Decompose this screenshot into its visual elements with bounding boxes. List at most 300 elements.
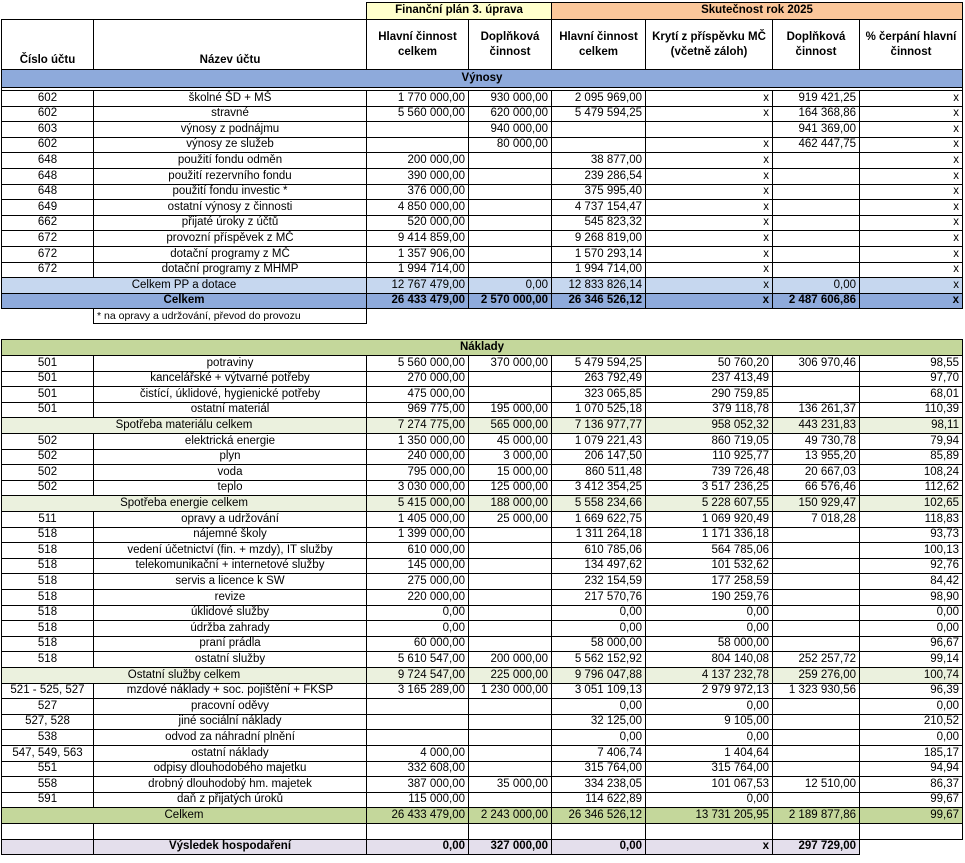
account-number: 551	[1, 761, 94, 778]
account-number: 662	[1, 215, 94, 232]
actual-main-cell: 5 558 234,66	[551, 495, 646, 512]
actual-main-cell: 3 412 354,25	[551, 480, 646, 497]
actual-main-cell: 232 154,59	[551, 573, 646, 590]
percent-cell: 98,90	[859, 589, 963, 606]
plan-additional-cell	[468, 792, 552, 809]
revenue-total-label: Celkem	[1, 293, 367, 310]
actual-coverage-cell: 0,00	[645, 605, 773, 622]
actual-additional-cell: 0,00	[772, 277, 860, 294]
account-number: 501	[1, 386, 94, 403]
actual-coverage-cell: 110 925,77	[645, 449, 773, 466]
account-name-header: Název účtu	[93, 19, 367, 70]
actual-main-cell: 334 238,05	[551, 776, 646, 793]
plan-main-cell: 270 000,00	[366, 371, 469, 388]
actual-additional-cell	[772, 152, 860, 169]
account-name: telekomunikační + internetové služby	[93, 558, 367, 575]
account-name: výnosy ze služeb	[93, 137, 367, 154]
actual-main-cell: 5 479 594,25	[551, 106, 646, 123]
empty-cell	[859, 823, 963, 840]
percent-cell: 102,65	[859, 495, 963, 512]
plan-main-cell: 5 560 000,00	[366, 355, 469, 372]
actual-additional-cell: 66 576,46	[772, 480, 860, 497]
plan-main-cell: 5 610 547,00	[366, 651, 469, 668]
actual-coverage-cell: 379 118,78	[645, 402, 773, 419]
percent-cell: 94,94	[859, 761, 963, 778]
account-number: 518	[1, 527, 94, 544]
percent-cell: 0,00	[859, 698, 963, 715]
costs-section-title: Náklady	[1, 339, 963, 356]
empty-cell	[468, 823, 552, 840]
percent-cell: x	[859, 168, 963, 185]
actual-coverage-cell: 0,00	[645, 620, 773, 637]
actual-main-cell: 9 268 819,00	[551, 230, 646, 247]
actual-additional-cell	[772, 573, 860, 590]
account-number: 518	[1, 636, 94, 653]
actual-additional-cell: 462 447,75	[772, 137, 860, 154]
plan-main-cell: 1 405 000,00	[366, 511, 469, 528]
plan-main-cell: 795 000,00	[366, 464, 469, 481]
actual-additional-cell: 1 323 930,56	[772, 683, 860, 700]
actual-coverage-cell: 0,00	[645, 698, 773, 715]
revenue-subtotal-label: Celkem PP a dotace	[1, 277, 367, 294]
costs-subtotal-label: Ostatní služby celkem	[1, 667, 367, 684]
actual-additional-cell: 919 421,25	[772, 90, 860, 107]
plan-main-cell	[366, 137, 469, 154]
plan-additional-cell: 565 000,00	[468, 417, 552, 434]
percent-cell: x	[859, 90, 963, 107]
actual-main-cell: 12 833 826,14	[551, 277, 646, 294]
actual-main-cell: 32 125,00	[551, 714, 646, 731]
percent-cell: 0,00	[859, 729, 963, 746]
actual-additional-cell	[772, 589, 860, 606]
actual-coverage-cell: x	[645, 168, 773, 185]
actual-main-cell: 1 311 264,18	[551, 527, 646, 544]
percent-cell: 98,55	[859, 355, 963, 372]
account-name: daň z přijatých úroků	[93, 792, 367, 809]
account-number: 518	[1, 542, 94, 559]
actual-coverage-cell: 101 067,53	[645, 776, 773, 793]
plan-main-cell: 220 000,00	[366, 589, 469, 606]
plan-additional-cell: 0,00	[468, 277, 552, 294]
actual-coverage-cell: x	[645, 184, 773, 201]
actual-additional-cell	[772, 714, 860, 731]
actual-additional-cell: 2 487 606,86	[772, 293, 860, 310]
plan-main-cell: 1 994 714,00	[366, 262, 469, 279]
actual-main-cell: 1 070 525,18	[551, 402, 646, 419]
revenue-section-title: Výnosy	[1, 69, 963, 88]
account-number: 527	[1, 698, 94, 715]
actual-main-cell: 0,00	[551, 698, 646, 715]
actual-coverage-cell: 177 258,59	[645, 573, 773, 590]
actual-additional-cell	[772, 761, 860, 778]
plan-main-cell: 610 000,00	[366, 542, 469, 559]
account-name: revize	[93, 589, 367, 606]
account-name: použití rezervního fondu	[93, 168, 367, 185]
account-name: úklidové služby	[93, 605, 367, 622]
actual-additional-cell	[772, 246, 860, 263]
plan-main-cell: 275 000,00	[366, 573, 469, 590]
plan-additional-cell	[468, 558, 552, 575]
account-name: plyn	[93, 449, 367, 466]
plan-additional-cell	[468, 589, 552, 606]
percent-cell: 99,67	[859, 807, 963, 824]
account-name: odvod za náhradní plnění	[93, 729, 367, 746]
actual-main-cell: 26 346 526,12	[551, 293, 646, 310]
plan-main-cell: 12 767 479,00	[366, 277, 469, 294]
percent-cell: 93,73	[859, 527, 963, 544]
account-number: 518	[1, 620, 94, 637]
plan-main-cell: 332 608,00	[366, 761, 469, 778]
account-name: drobný dlouhodobý hm. majetek	[93, 776, 367, 793]
actual-main-cell: 58 000,00	[551, 636, 646, 653]
plan-additional-cell	[468, 215, 552, 232]
plan-main-cell: 0,00	[366, 839, 469, 856]
account-number: 603	[1, 121, 94, 138]
account-name: údržba zahrady	[93, 620, 367, 637]
plan-additional-cell: 225 000,00	[468, 667, 552, 684]
plan-main-header: Hlavní činnost celkem	[366, 19, 469, 70]
account-number: 602	[1, 137, 94, 154]
account-number: 648	[1, 168, 94, 185]
percent-header: % čerpání hlavní činnost	[859, 19, 963, 70]
plan-main-cell: 4 000,00	[366, 745, 469, 762]
account-number: 602	[1, 90, 94, 107]
account-name: použití fondu odměn	[93, 152, 367, 169]
account-name: kancelářské + výtvarné potřeby	[93, 371, 367, 388]
percent-cell: x	[859, 199, 963, 216]
actual-additional-cell	[772, 386, 860, 403]
actual-main-cell: 3 051 109,13	[551, 683, 646, 700]
actual-coverage-cell: x	[645, 262, 773, 279]
actual-coverage-cell: x	[645, 293, 773, 310]
account-number: 502	[1, 480, 94, 497]
actual-additional-cell	[772, 184, 860, 201]
plan-main-cell: 3 030 000,00	[366, 480, 469, 497]
account-number: 518	[1, 558, 94, 575]
actual-coverage-cell: 739 726,48	[645, 464, 773, 481]
percent-cell: x	[859, 293, 963, 310]
plan-main-cell: 475 000,00	[366, 386, 469, 403]
account-number: 511	[1, 511, 94, 528]
actual-coverage-cell	[645, 121, 773, 138]
account-number: 518	[1, 651, 94, 668]
plan-additional-cell	[468, 573, 552, 590]
plan-additional-cell	[468, 714, 552, 731]
empty-cell	[645, 823, 773, 840]
percent-cell: 99,67	[859, 792, 963, 809]
account-name: ostatní materiál	[93, 402, 367, 419]
actual-additional-cell: 7 018,28	[772, 511, 860, 528]
actual-additional-cell: 306 970,46	[772, 355, 860, 372]
actual-additional-cell: 49 730,78	[772, 433, 860, 450]
account-name: elektrická energie	[93, 433, 367, 450]
actual-coverage-cell: 0,00	[645, 729, 773, 746]
plan-additional-cell	[468, 246, 552, 263]
actual-main-cell: 860 511,48	[551, 464, 646, 481]
account-name: odpisy dlouhodobého majetku	[93, 761, 367, 778]
percent-cell: 79,94	[859, 433, 963, 450]
actual-coverage-cell: 290 759,85	[645, 386, 773, 403]
percent-cell: 98,11	[859, 417, 963, 434]
actual-main-cell: 4 737 154,47	[551, 199, 646, 216]
account-name: praní prádla	[93, 636, 367, 653]
actual-additional-cell	[772, 698, 860, 715]
actual-main-cell: 5 562 152,92	[551, 651, 646, 668]
actual-coverage-cell: 4 137 232,78	[645, 667, 773, 684]
plan-additional-cell: 80 000,00	[468, 137, 552, 154]
plan-main-cell: 26 433 479,00	[366, 807, 469, 824]
actual-coverage-cell: 804 140,08	[645, 651, 773, 668]
plan-main-cell: 1 399 000,00	[366, 527, 469, 544]
actual-coverage-cell: 50 760,20	[645, 355, 773, 372]
account-name: pracovní oděvy	[93, 698, 367, 715]
actual-coverage-cell: 190 259,76	[645, 589, 773, 606]
actual-main-cell: 7 136 977,77	[551, 417, 646, 434]
plan-additional-cell: 15 000,00	[468, 464, 552, 481]
actual-main-cell: 5 479 594,25	[551, 355, 646, 372]
account-name: opravy a udržování	[93, 511, 367, 528]
plan-additional-cell: 195 000,00	[468, 402, 552, 419]
actual-additional-cell	[772, 527, 860, 544]
plan-additional-cell	[468, 636, 552, 653]
plan-main-cell	[366, 698, 469, 715]
plan-additional-cell: 370 000,00	[468, 355, 552, 372]
plan-additional-cell	[468, 745, 552, 762]
empty-cell	[93, 823, 367, 840]
actual-main-cell: 545 823,32	[551, 215, 646, 232]
plan-main-cell	[366, 714, 469, 731]
actual-additional-cell	[772, 262, 860, 279]
actual-coverage-cell: 1 069 920,49	[645, 511, 773, 528]
actual-coverage-cell: 1 171 336,18	[645, 527, 773, 544]
actual-coverage-cell: x	[645, 152, 773, 169]
actual-main-cell: 9 796 047,88	[551, 667, 646, 684]
actual-main-cell: 206 147,50	[551, 449, 646, 466]
plan-main-cell: 5 415 000,00	[366, 495, 469, 512]
account-number: 547, 549, 563	[1, 745, 94, 762]
actual-additional-cell: 150 929,47	[772, 495, 860, 512]
result-account-cell	[1, 839, 94, 856]
actual-additional-cell	[772, 168, 860, 185]
account-number: 518	[1, 589, 94, 606]
plan-additional-cell: 2 570 000,00	[468, 293, 552, 310]
actual-additional-cell	[772, 729, 860, 746]
actual-coverage-cell: 860 719,05	[645, 433, 773, 450]
actual-coverage-cell: x	[645, 839, 773, 856]
percent-cell: x	[859, 184, 963, 201]
percent-cell: 68,01	[859, 386, 963, 403]
costs-total-label: Celkem	[1, 807, 367, 824]
actual-additional-cell	[772, 745, 860, 762]
plan-additional-cell	[468, 152, 552, 169]
percent-cell: 85,89	[859, 449, 963, 466]
account-number: 672	[1, 230, 94, 247]
actual-additional-cell	[772, 605, 860, 622]
account-name: školné ŠD + MŠ	[93, 90, 367, 107]
revenue-footnote: * na opravy a udržování, převod do provozu	[93, 308, 367, 324]
actual-main-cell: 315 764,00	[551, 761, 646, 778]
actual-main-cell: 1 669 622,75	[551, 511, 646, 528]
account-name: voda	[93, 464, 367, 481]
account-number: 672	[1, 246, 94, 263]
actual-main-cell: 0,00	[551, 729, 646, 746]
plan-additional-cell	[468, 729, 552, 746]
actual-coverage-cell: 315 764,00	[645, 761, 773, 778]
plan-additional-cell	[468, 386, 552, 403]
plan-main-cell: 200 000,00	[366, 152, 469, 169]
costs-subtotal-label: Spotřeba materiálu celkem	[1, 417, 367, 434]
actual-main-cell	[551, 121, 646, 138]
plan-additional-cell: 1 230 000,00	[468, 683, 552, 700]
actual-coverage-cell: 2 979 972,13	[645, 683, 773, 700]
plan-additional-cell: 3 000,00	[468, 449, 552, 466]
costs-subtotal-label: Spotřeba energie celkem	[1, 495, 367, 512]
actual-additional-cell	[772, 199, 860, 216]
account-name: výnosy z podnájmu	[93, 121, 367, 138]
empty-cell	[772, 823, 860, 840]
account-number: 648	[1, 184, 94, 201]
account-number: 501	[1, 371, 94, 388]
actual-coverage-cell: x	[645, 246, 773, 263]
plan-additional-header: Doplňková činnost	[468, 19, 552, 70]
plan-additional-cell	[468, 168, 552, 185]
account-number: 501	[1, 355, 94, 372]
account-name: jiné sociální náklady	[93, 714, 367, 731]
actual-coverage-cell: x	[645, 137, 773, 154]
empty-cell	[366, 823, 469, 840]
account-name: stravné	[93, 106, 367, 123]
account-name: ostatní služby	[93, 651, 367, 668]
actual-additional-cell	[772, 558, 860, 575]
actual-main-header: Hlavní činnost celkem	[551, 19, 646, 70]
actual-main-cell: 26 346 526,12	[551, 807, 646, 824]
actual-main-cell: 2 095 969,00	[551, 90, 646, 107]
percent-cell: 108,24	[859, 464, 963, 481]
empty-cell	[551, 823, 646, 840]
plan-main-cell: 4 850 000,00	[366, 199, 469, 216]
actual-coverage-cell: 237 413,49	[645, 371, 773, 388]
percent-cell: x	[859, 121, 963, 138]
actual-coverage-cell: 13 731 205,95	[645, 807, 773, 824]
actual-coverage-cell: x	[645, 230, 773, 247]
actual-main-cell: 0,00	[551, 605, 646, 622]
plan-additional-cell	[468, 199, 552, 216]
percent-cell: 118,83	[859, 511, 963, 528]
percent-cell: 84,42	[859, 573, 963, 590]
plan-additional-cell: 125 000,00	[468, 480, 552, 497]
account-number: 558	[1, 776, 94, 793]
account-name: čistící, úklidové, hygienické potřeby	[93, 386, 367, 403]
plan-additional-cell	[468, 542, 552, 559]
percent-cell: 185,17	[859, 745, 963, 762]
actual-coverage-cell: 958 052,32	[645, 417, 773, 434]
actual-coverage-cell: 9 105,00	[645, 714, 773, 731]
actual-additional-header: Doplňková činnost	[772, 19, 860, 70]
account-number: 502	[1, 433, 94, 450]
account-name: teplo	[93, 480, 367, 497]
actual-additional-cell	[772, 542, 860, 559]
percent-cell: x	[859, 246, 963, 263]
actual-coverage-cell: 101 532,62	[645, 558, 773, 575]
actual-main-cell: 323 065,85	[551, 386, 646, 403]
actual-main-cell: 263 792,49	[551, 371, 646, 388]
plan-additional-cell	[468, 371, 552, 388]
percent-cell: x	[859, 215, 963, 232]
account-name: dotační programy z MHMP	[93, 262, 367, 279]
percent-cell: 0,00	[859, 620, 963, 637]
percent-cell: 110,39	[859, 402, 963, 419]
actual-coverage-cell: x	[645, 215, 773, 232]
actual-main-cell: 375 995,40	[551, 184, 646, 201]
percent-cell: 99,14	[859, 651, 963, 668]
plan-main-cell: 26 433 479,00	[366, 293, 469, 310]
actual-coverage-cell: x	[645, 90, 773, 107]
plan-main-cell: 7 274 775,00	[366, 417, 469, 434]
actual-main-cell: 114 622,89	[551, 792, 646, 809]
plan-main-cell: 115 000,00	[366, 792, 469, 809]
plan-additional-cell	[468, 605, 552, 622]
plan-group-header: Finanční plán 3. úprava	[366, 2, 552, 20]
actual-additional-cell: 259 276,00	[772, 667, 860, 684]
plan-main-cell: 387 000,00	[366, 776, 469, 793]
plan-additional-cell	[468, 620, 552, 637]
plan-additional-cell	[468, 761, 552, 778]
plan-main-cell: 60 000,00	[366, 636, 469, 653]
actual-main-cell: 1 079 221,43	[551, 433, 646, 450]
actual-additional-cell	[772, 215, 860, 232]
plan-additional-cell	[468, 230, 552, 247]
plan-additional-cell: 327 000,00	[468, 839, 552, 856]
actual-additional-cell	[772, 620, 860, 637]
account-name: použití fondu investic *	[93, 184, 367, 201]
actual-additional-cell: 297 729,00	[772, 839, 860, 856]
percent-cell: 112,62	[859, 480, 963, 497]
account-name: přijaté úroky z účtů	[93, 215, 367, 232]
plan-main-cell: 1 350 000,00	[366, 433, 469, 450]
plan-main-cell	[366, 729, 469, 746]
actual-additional-cell: 13 955,20	[772, 449, 860, 466]
plan-main-cell: 1 770 000,00	[366, 90, 469, 107]
plan-additional-cell: 2 243 000,00	[468, 807, 552, 824]
actual-additional-cell: 20 667,03	[772, 464, 860, 481]
actual-main-cell: 217 570,76	[551, 589, 646, 606]
actual-coverage-cell: 0,00	[645, 792, 773, 809]
account-number-header: Číslo účtu	[1, 19, 94, 70]
actual-main-cell: 0,00	[551, 620, 646, 637]
percent-cell: 210,52	[859, 714, 963, 731]
actual-coverage-cell: 1 404,64	[645, 745, 773, 762]
actual-main-cell: 38 877,00	[551, 152, 646, 169]
actual-additional-cell	[772, 230, 860, 247]
plan-main-cell: 3 165 289,00	[366, 683, 469, 700]
plan-additional-cell	[468, 262, 552, 279]
account-number: 501	[1, 402, 94, 419]
actual-additional-cell: 136 261,37	[772, 402, 860, 419]
account-name: dotační programy z MČ	[93, 246, 367, 263]
account-number: 502	[1, 464, 94, 481]
account-number: 649	[1, 199, 94, 216]
actual-main-cell: 134 497,62	[551, 558, 646, 575]
percent-cell: x	[859, 137, 963, 154]
percent-cell: 96,67	[859, 636, 963, 653]
percent-cell: x	[859, 277, 963, 294]
plan-additional-cell	[468, 698, 552, 715]
account-number: 502	[1, 449, 94, 466]
actual-coverage-cell: 564 785,06	[645, 542, 773, 559]
empty-cell	[1, 823, 94, 840]
actual-additional-cell: 443 231,83	[772, 417, 860, 434]
actual-additional-cell: 252 257,72	[772, 651, 860, 668]
